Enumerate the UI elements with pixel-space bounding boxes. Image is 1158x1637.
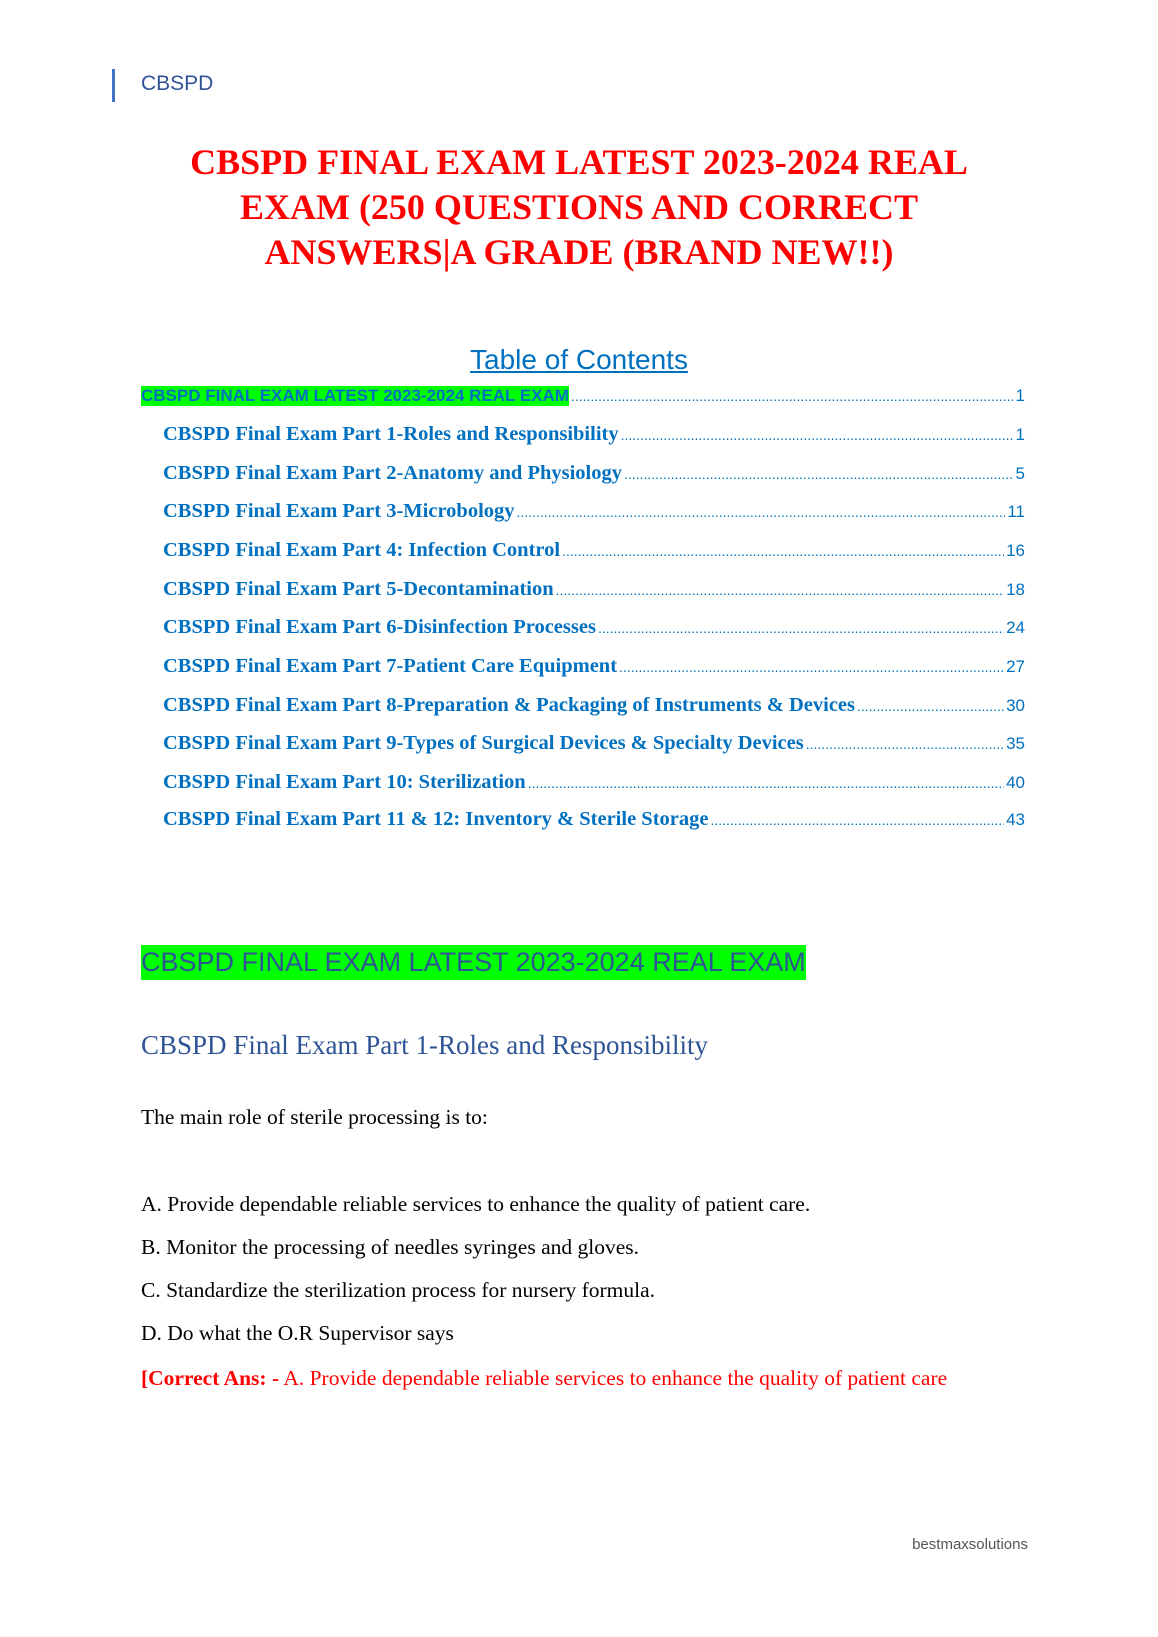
toc-entry-label: CBSPD Final Exam Part 9-Types of Surgical Devices & Specialty Devices xyxy=(163,732,804,754)
toc-entry-label: CBSPD Final Exam Part 2-Anatomy and Physiology xyxy=(163,462,622,484)
toc-entry-page: 16 xyxy=(1006,541,1025,560)
toc-entry-page: 43 xyxy=(1006,810,1025,829)
toc-entry[interactable] xyxy=(163,462,1025,485)
correct-answer xyxy=(141,1364,1021,1393)
toc-entry-page: 5 xyxy=(1015,464,1025,483)
toc-entry-page: 40 xyxy=(1006,773,1025,792)
toc-entry-page: 1 xyxy=(1015,425,1025,444)
answer-text: A. Provide dependable reliable services to enhance the quality of patient care xyxy=(279,1366,948,1390)
toc-entry[interactable] xyxy=(163,423,1025,446)
title-line: CBSPD FINAL EXAM LATEST 2023-2024 REAL xyxy=(190,142,968,182)
toc-entry-page: 1 xyxy=(1015,386,1025,405)
toc-leader-dots xyxy=(517,504,1006,520)
toc-entry[interactable] xyxy=(163,616,1025,639)
toc-entry[interactable] xyxy=(163,808,1025,831)
toc-leader-dots xyxy=(624,466,1014,482)
section-heading: CBSPD FINAL EXAM LATEST 2023-2024 REAL EXAM xyxy=(141,945,806,980)
toc-entry-label: CBSPD Final Exam Part 7-Patient Care Equipment xyxy=(163,655,618,677)
toc-entry[interactable] xyxy=(141,386,1025,406)
toc-entry-label: CBSPD Final Exam Part 8-Preparation & Packaging of Instruments & Devices xyxy=(163,694,856,716)
option-a: A. Provide dependable reliable services to enhance the quality of patient care. xyxy=(141,1192,811,1216)
toc-entry[interactable] xyxy=(163,578,1025,601)
toc-entry[interactable] xyxy=(163,771,1025,794)
toc-entry-label: CBSPD Final Exam Part 6-Disinfection Processes xyxy=(163,616,596,638)
toc-entry[interactable] xyxy=(163,732,1025,755)
question-text: The main role of sterile processing is to: xyxy=(141,1105,488,1129)
toc-entry[interactable] xyxy=(163,500,1025,523)
toc-entry-page: 35 xyxy=(1006,734,1025,753)
footer-text: bestmaxsolutions xyxy=(912,1536,1028,1553)
header-text: CBSPD xyxy=(141,72,214,95)
document-title xyxy=(100,140,1058,275)
option-c: C. Standardize the sterilization process for nursery formula. xyxy=(141,1278,656,1302)
toc-entry-page: 24 xyxy=(1006,618,1025,637)
toc-leader-dots xyxy=(857,698,1004,714)
toc-entry-label: CBSPD FINAL EXAM LATEST 2023-2024 REAL EXAM xyxy=(141,386,569,405)
toc-entry-page: 18 xyxy=(1006,580,1025,599)
option-b: B. Monitor the processing of needles syringes and gloves. xyxy=(141,1235,639,1259)
toc-entry-label: CBSPD Final Exam Part 10: Sterilization xyxy=(163,771,526,793)
toc-leader-dots xyxy=(710,812,1004,828)
toc-entry-label: CBSPD Final Exam Part 1-Roles and Responsibility xyxy=(163,423,619,445)
toc-entry-label: CBSPD Final Exam Part 4: Infection Control xyxy=(163,539,561,561)
toc-entry-page: 30 xyxy=(1006,696,1025,715)
title-line: ANSWERS|A GRADE (BRAND NEW!!) xyxy=(264,232,894,272)
part-heading: CBSPD Final Exam Part 1-Roles and Responsibility xyxy=(141,1030,709,1060)
toc-leader-dots xyxy=(806,736,1004,752)
toc-entry[interactable] xyxy=(163,655,1025,678)
toc-leader-dots xyxy=(528,775,1004,791)
option-d: D. Do what the O.R Supervisor says xyxy=(141,1321,454,1345)
toc-entry-label: CBSPD Final Exam Part 3-Microbology xyxy=(163,500,515,522)
toc-entry-page: 27 xyxy=(1006,657,1025,676)
toc-entry[interactable] xyxy=(163,539,1025,562)
toc-leader-dots xyxy=(556,582,1004,598)
toc-entry-label: CBSPD Final Exam Part 11 & 12: Inventory & Sterile Storage xyxy=(163,808,709,830)
header-rule xyxy=(112,69,115,102)
toc-leader-dots xyxy=(619,659,1004,675)
toc-entry-label: CBSPD Final Exam Part 5-Decontamination xyxy=(163,578,554,600)
toc-leader-dots xyxy=(598,620,1004,636)
answer-label: [Correct Ans: - xyxy=(141,1366,280,1390)
title-line: EXAM (250 QUESTIONS AND CORRECT xyxy=(239,187,919,227)
toc-heading: Table of Contents xyxy=(470,344,688,375)
toc-leader-dots xyxy=(571,388,1014,404)
toc-entry[interactable] xyxy=(163,694,1025,717)
toc-leader-dots xyxy=(621,427,1014,443)
toc-leader-dots xyxy=(562,543,1004,559)
toc-entry-page: 11 xyxy=(1007,502,1025,521)
